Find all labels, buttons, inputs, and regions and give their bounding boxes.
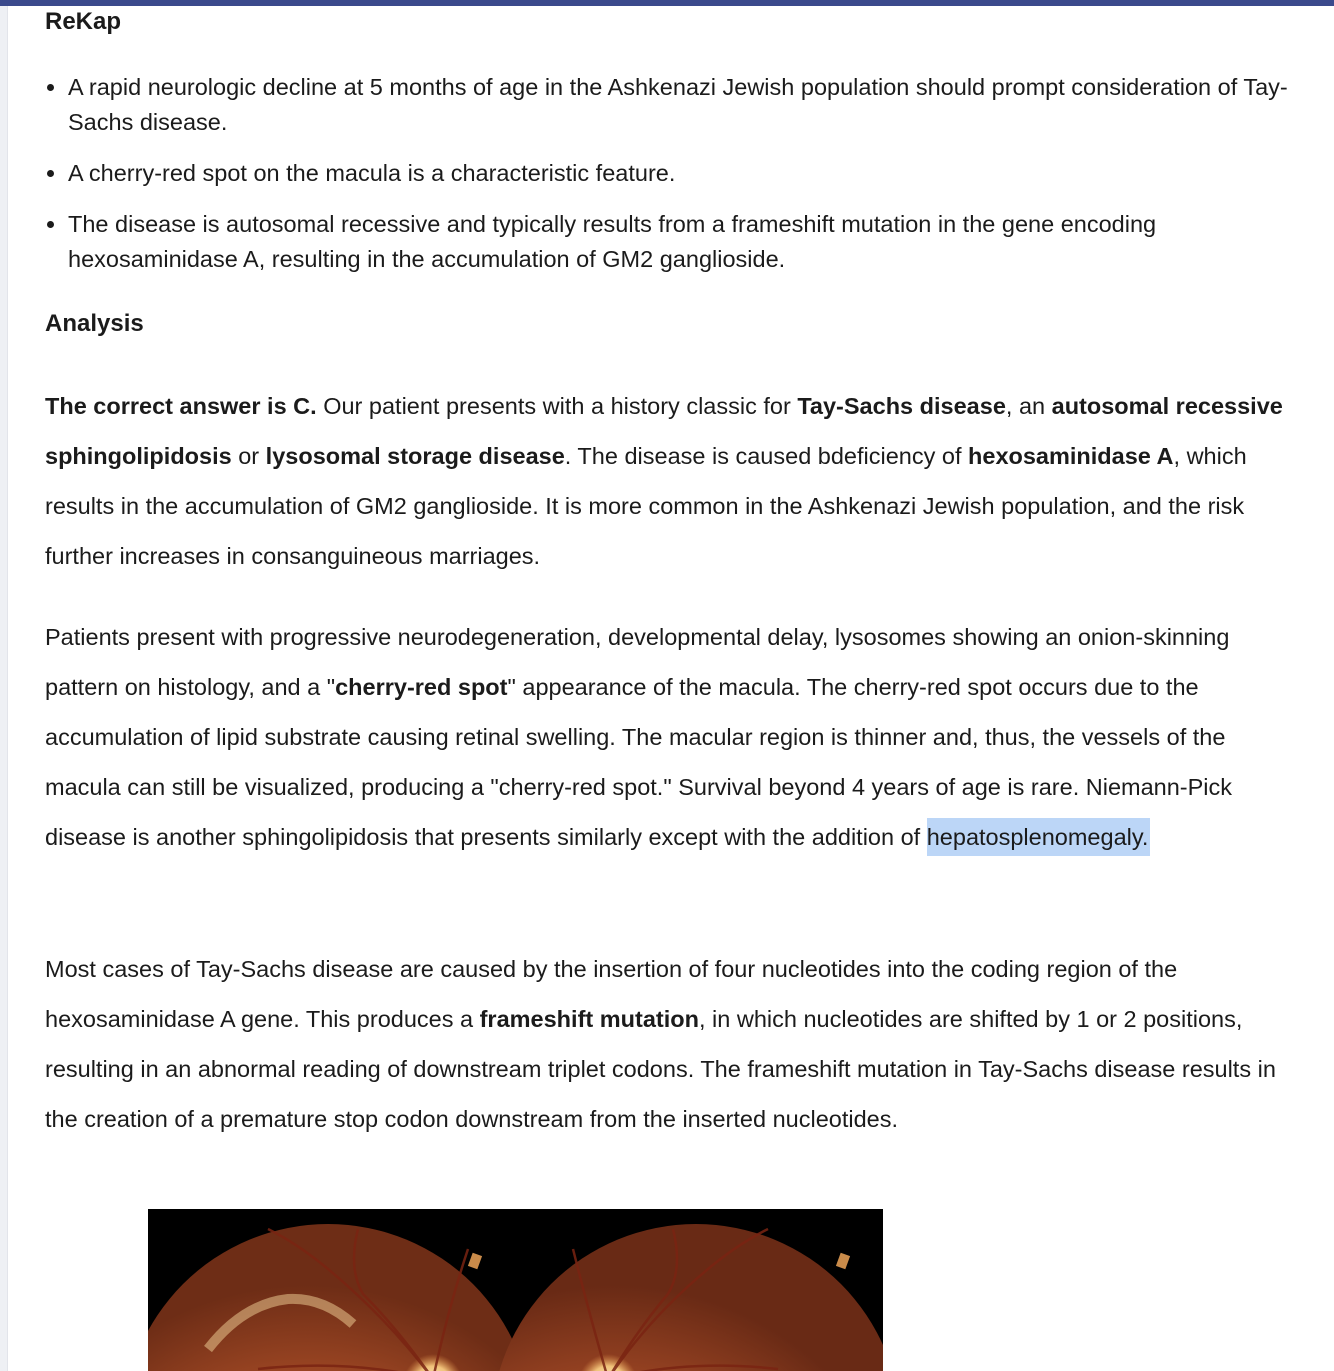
bold-term: frameshift mutation <box>479 1006 699 1032</box>
image-notch-left <box>468 1253 482 1270</box>
left-retina <box>148 1224 533 1371</box>
left-edge-border <box>0 6 8 1371</box>
paragraph-text: , an <box>1005 393 1052 419</box>
paragraph-text: Most cases of Tay-Sachs disease are caused by the insertion of four nucleotides into the coding region of the hexosaminidase A gene. This produces a <box>45 956 1178 1032</box>
analysis-title: Analysis <box>45 310 144 337</box>
recap-item: • The disease is autosomal recessive and typically results from a frameshift mutation in the gene encoding hexosaminidase A, resulting in the accumulation of GM2 ganglioside. <box>68 207 1328 277</box>
paragraph-text: Patients present with progressive neurodegeneration, developmental delay, lysosomes showing an onion-skinning pattern on histology, and a " <box>45 624 1230 700</box>
analysis-paragraph-answer <box>45 381 1305 581</box>
paragraph-text: Our patient presents with a history classic for <box>316 393 798 419</box>
recap-item: • A rapid neurologic decline at 5 months of age in the Ashkenazi Jewish population should prompt consideration of Tay-Sachs disease. <box>68 70 1328 140</box>
fundus-photograph <box>148 1209 883 1371</box>
bold-term: autosomal recessive sphingolipidosis <box>45 393 1283 469</box>
correct-answer-text: The correct answer is C. <box>45 393 317 419</box>
bold-term: Tay-Sachs disease <box>797 393 1006 419</box>
selected-text-highlight[interactable]: hepatosplenomegaly. <box>927 818 1151 856</box>
bold-term: lysosomal storage disease <box>265 443 565 469</box>
paragraph-text: " appearance of the macula. The cherry-red spot occurs due to the accumulation of lipid substrate causing retinal swelling. The macular region is thinner and, thus, the vessels of the macula can still be visualized, producing a "cherry-red spot." Survival beyond 4 years of age is rare. Niemann-Pick disease is another sphingolipidosis that presents similarly except with the addition of <box>45 674 1233 850</box>
right-retina <box>491 1224 883 1371</box>
fundus-image <box>148 1209 883 1371</box>
analysis-paragraph-presentation <box>45 612 1305 862</box>
recap-list <box>45 70 1328 293</box>
image-notch-right <box>836 1253 850 1270</box>
paragraph-text: or <box>231 443 266 469</box>
analysis-paragraph-genetics <box>45 944 1305 1144</box>
paragraph-text: , in which nucleotides are shifted by 1 or 2 positions, resulting in an abnormal reading of downstream triplet codons. The frameshift mutation in Tay-Sachs disease results in the creation of a premature stop codon downstream from the inserted nucleotides. <box>45 1006 1276 1132</box>
top-accent-bar <box>0 0 1334 6</box>
paragraph-text: , which results in the accumulation of GM2 ganglioside. It is more common in the Ashkenazi Jewish population, and the risk further increases in consanguineous marriages. <box>45 443 1247 569</box>
recap-item: • A cherry-red spot on the macula is a characteristic feature. <box>68 156 1328 191</box>
bold-term: hexosaminidase A <box>968 443 1174 469</box>
bold-term: cherry-red spot <box>335 674 508 700</box>
recap-title: ReKap <box>45 8 122 35</box>
paragraph-text: . The disease is caused bdeficiency of <box>564 443 969 469</box>
